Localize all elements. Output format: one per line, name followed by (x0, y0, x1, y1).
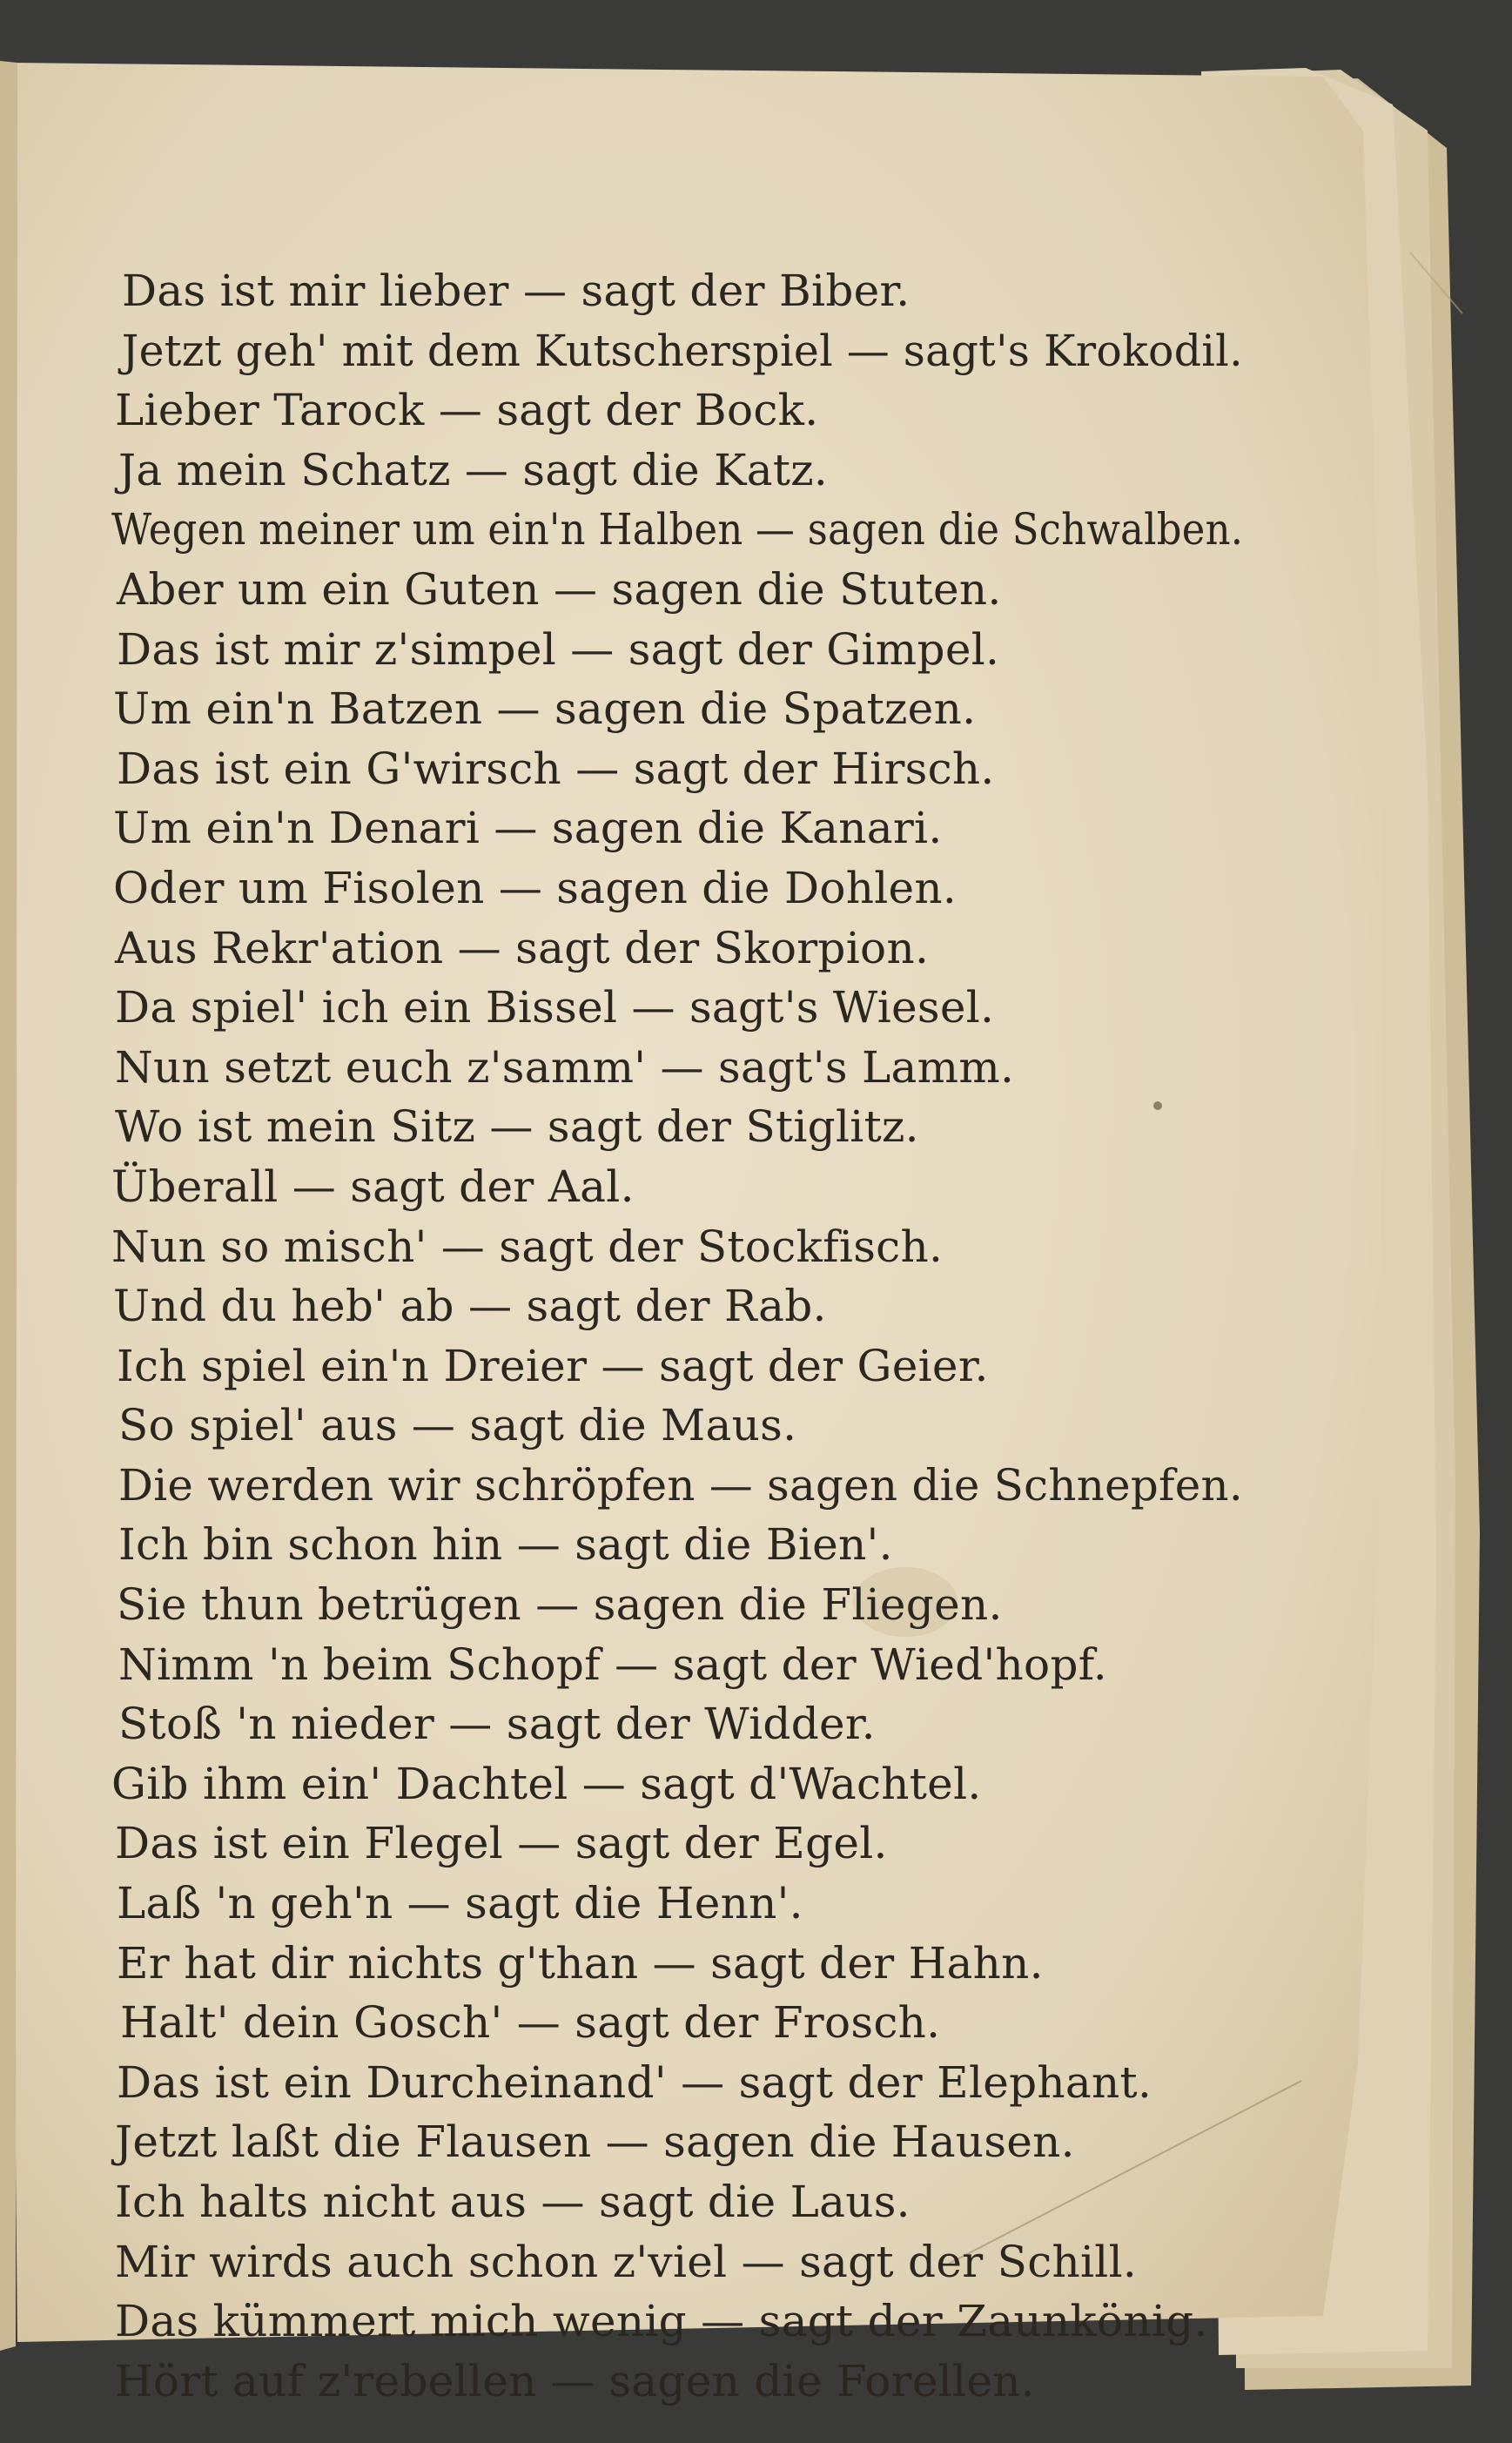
text-line: Oder um Fisolen — sagen die Dohlen. (113, 862, 958, 913)
text-line: Wegen meiner um ein'n Halben — sagen die Schwalben. (111, 504, 1244, 555)
text-line: Lieber Tarock — sagt der Bock. (115, 385, 819, 436)
text-line: Halt' dein Gosch' — sagt der Frosch. (120, 1997, 941, 2049)
text-line: Da spiel' ich ein Bissel — sagt's Wiesel. (115, 982, 995, 1033)
text-line: Ich bin schon hin — sagt die Bien'. (118, 1519, 893, 1571)
text-line: Wo ist mein Sitz — sagt der Stiglitz. (115, 1101, 919, 1153)
text-line: Hört auf z'rebellen — sagen die Forellen. (115, 2355, 1035, 2406)
text-line: Nun so misch' — sagt der Stockfisch. (111, 1221, 944, 1272)
text-line: Er hat dir nichts g'than — sagt der Hahn. (117, 1937, 1044, 1989)
text-line: Um ein'n Denari — sagen die Kanari. (113, 803, 943, 854)
text-line: Nun setzt euch z'samm' — sagt's Lamm. (115, 1041, 1015, 1093)
text-line: Um ein'n Batzen — sagen die Spatzen. (113, 683, 977, 735)
text-line: Das kümmert mich wenig — sagt der Zaunkönig. (115, 2296, 1208, 2347)
text-line: Aus Rekr'ation — sagt der Skorpion. (115, 922, 930, 973)
text-line: Die werden wir schröpfen — sagen die Schnepfen. (118, 1459, 1244, 1511)
text-line: Das ist ein G'wirsch — sagt der Hirsch. (117, 743, 995, 794)
text-line: Das ist mir lieber — sagt der Biber. (122, 266, 911, 316)
text-line: Laß 'n geh'n — sagt die Henn'. (117, 1878, 803, 1929)
text-line: Das ist mir z'simpel — sagt der Gimpel. (117, 623, 1000, 675)
text-line: Ja mein Schatz — sagt die Katz. (118, 444, 829, 495)
text-line: Überall — sagt der Aal. (111, 1161, 635, 1212)
text-line: Aber um ein Guten — sagen die Stuten. (117, 563, 1002, 615)
text-line: So spiel' aus — sagt die Maus. (118, 1400, 797, 1451)
binding-strip (0, 61, 17, 2351)
text-line: Nimm 'n beim Schopf — sagt der Wied'hopf. (118, 1639, 1107, 1690)
poem-text (111, 261, 1243, 2411)
text-line: Gib ihm ein' Dachtel — sagt d'Wachtel. (111, 1758, 982, 1809)
text-line: Ich spiel ein'n Dreier — sagt der Geier. (117, 1340, 989, 1391)
text-line: Und du heb' ab — sagt der Rab. (113, 1281, 827, 1332)
text-line: Ich halts nicht aus — sagt die Laus. (115, 2177, 911, 2227)
text-line: Jetzt geh' mit dem Kutscherspiel — sagt's Krokodil. (121, 325, 1243, 376)
text-line: Mir wirds auch schon z'viel — sagt der Schill. (115, 2236, 1138, 2287)
text-line: Das ist ein Durcheinand' — sagt der Elephant. (117, 2056, 1152, 2108)
text-line: Das ist ein Flegel — sagt der Egel. (115, 1818, 888, 1869)
text-line: Sie thun betrügen — sagen die Fliegen. (117, 1579, 1003, 1631)
text-line: Jetzt laßt die Flausen — sagen die Hausen. (115, 2117, 1075, 2168)
text-line: Stoß 'n nieder — sagt der Widder. (118, 1699, 876, 1750)
